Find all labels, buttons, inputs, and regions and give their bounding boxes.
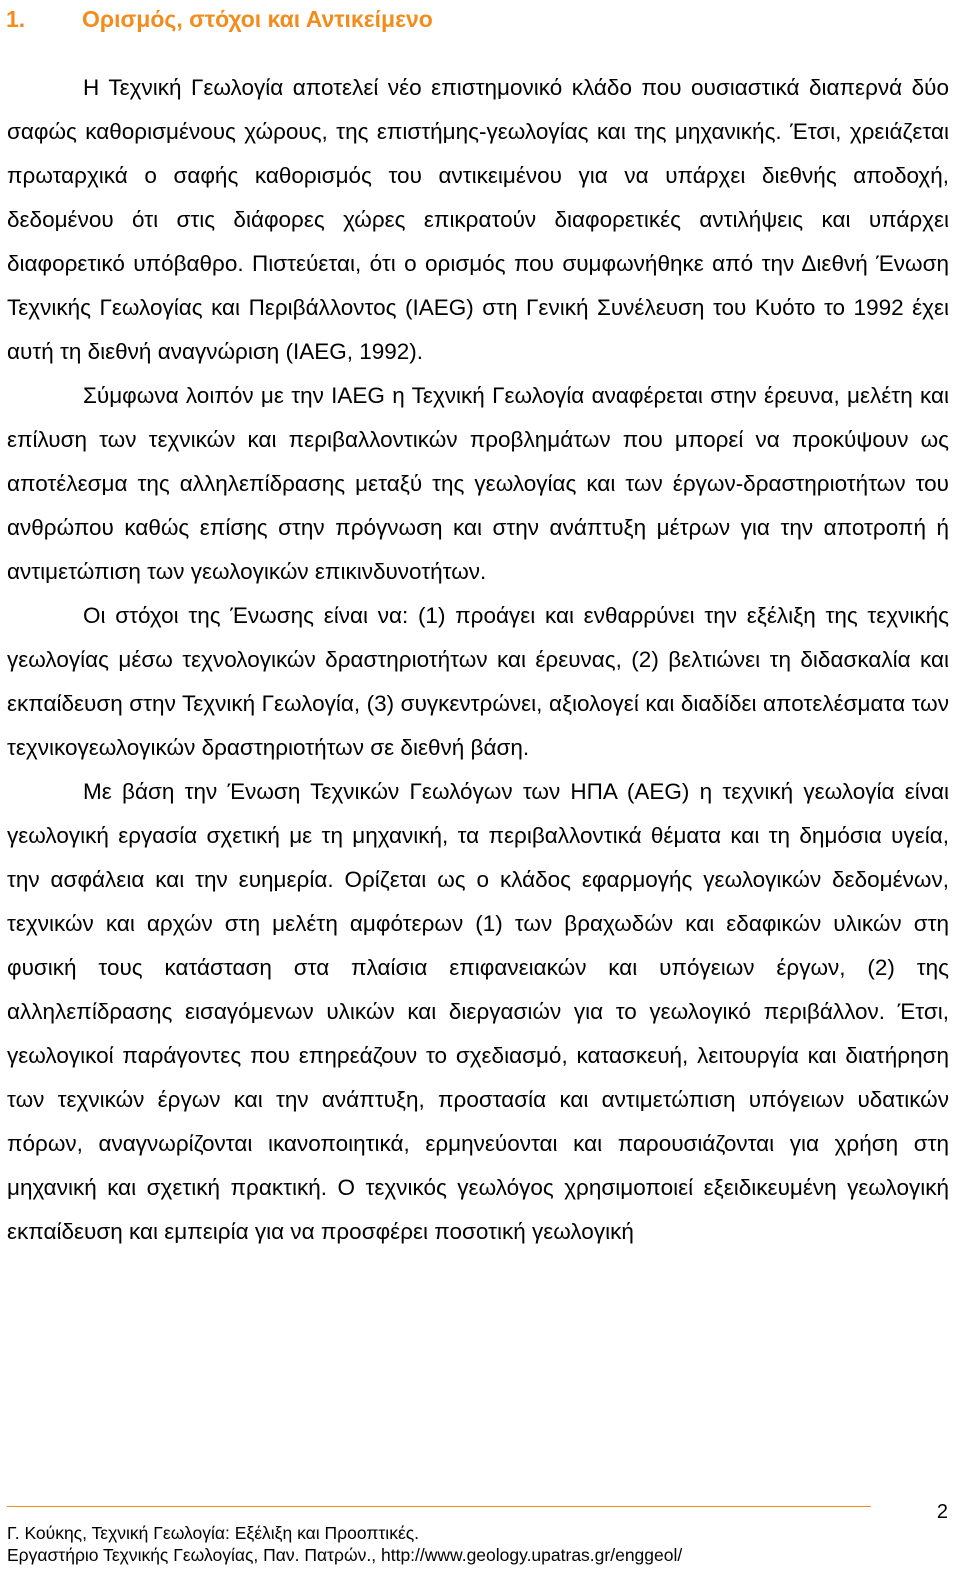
section-title: Ορισμός, στόχοι και Αντικείμενο [82, 6, 433, 32]
paragraph-definition: Η Τεχνική Γεωλογία αποτελεί νέο επιστημονικό κλάδο που ουσιαστικά διαπερνά δύο σαφώς καθορισμένους χώρους, της επιστήμης-γεωλογίας και της μηχανικής. Έτσι, χρειάζεται πρωταρχικά ο σαφής καθορισμός του αντικειμένου για να υπάρχει διεθνής αποδοχή, δεδομένου ότι στις διάφορες χώρες επικρατούν διαφορετικές αντιλήψεις και υπάρχει διαφορετικό υπόβαθρο. Πιστεύεται, ότι ο ορισμός που συμφωνήθηκε από την Διεθνή Ένωση Τεχνικής Γεωλογίας και Περιβάλλοντος (IAEG) στη Γενική Συνέλευση του Κυότο το 1992 έχει αυτή τη διεθνή αναγνώριση (IAEG, 1992). [7, 75, 949, 364]
footer-divider [7, 1506, 871, 1507]
section-number: 1. [6, 6, 26, 32]
paragraph-iaeg-scope: Σύμφωνα λοιπόν με την IAEG η Τεχνική Γεωλογία αναφέρεται στην έρευνα, μελέτη και επίλυση των τεχνικών και περιβαλλοντικών προβλημάτων που μπορεί να προκύψουν ως αποτέλεσμα της αλληλεπίδρασης μεταξύ της γεωλογίας και των έργων-δραστηριοτήτων του ανθρώπου καθώς επίσης στην πρόγνωση και στην ανάπτυξη μέτρων για την αποτροπή ή αντιμετώπιση των γεωλογικών επικινδυνοτήτων. [7, 383, 949, 584]
footer-affiliation: Εργαστήριο Τεχνικής Γεωλογίας, Παν. Πατρών., http://www.geology.upatras.gr/enggeol/ [7, 1545, 683, 1565]
paragraph-aeg-definition: Με βάση την Ένωση Τεχνικών Γεωλόγων των ΗΠΑ (AEG) η τεχνική γεωλογία είναι γεωλογική εργασία σχετική με τη μηχανική, τα περιβαλλοντικά θέματα και τη δημόσια υγεία, την ασφάλεια και την ευημερία. Ορίζεται ως ο κλάδος εφαρμογής γεωλογικών δεδομένων, τεχνικών και αρχών στη μελέτη αμφότερων (1) των βραχωδών και εδαφικών υλικών στη φυσική τους κατάσταση στα πλαίσια επιφανειακών και υπόγειων έργων, (2) της αλληλεπίδρασης εισαγόμενων υλικών και διεργασιών για το γεωλογικό περιβάλλον. Έτσι, γεωλογικοί παράγοντες που επηρεάζουν το σχεδιασμό, κατασκευή, λειτουργία και διατήρηση των τεχνικών έργων και την ανάπτυξη, προστασία και αντιμετώπιση υπόγειων υδατικών πόρων, αναγνωρίζονται ικανοποιητικά, ερμηνεύονται και παρουσιάζονται για χρήση στη μηχανική και σχετική πρακτική. Ο τεχνικός γεωλόγος χρησιμοποιεί εξειδικευμένη γεωλογική εκπαίδευση και εμπειρία για να προσφέρει ποσοτική γεωλογική [7, 779, 949, 1244]
section-heading [6, 4, 433, 34]
footer-citation: Γ. Κούκης, Τεχνική Γεωλογία: Εξέλιξη και Προοπτικές. [7, 1523, 420, 1543]
paragraph-association-goals: Οι στόχοι της Ένωσης είναι να: (1) προάγει και ενθαρρύνει την εξέλιξη της τεχνικής γεωλογίας μέσω τεχνολογικών δραστηριοτήτων και έρευνας, (2) βελτιώνει τη διδασκαλία και εκπαίδευση στην Τεχνική Γεωλογία, (3) συγκεντρώνει, αξιολογεί και διαδίδει αποτελέσματα των τεχνικογεωλογικών δραστηριοτήτων σε διεθνή βάση. [7, 603, 949, 760]
page-number: 2 [936, 1501, 948, 1523]
body-text [7, 66, 949, 1254]
